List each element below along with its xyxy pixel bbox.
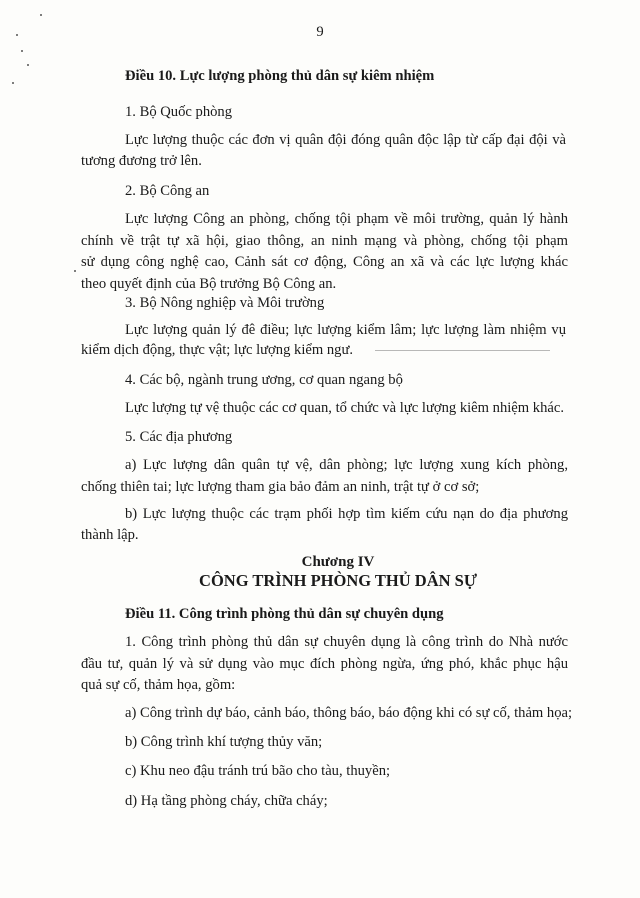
scan-speck [40, 14, 42, 16]
article-10-item-1-label: 1. Bộ Quốc phòng [125, 104, 233, 120]
article-10-item-2-label: 2. Bộ Công an [125, 183, 210, 199]
paragraph-line: chống thiên tai; lực lượng tham gia bảo đảm an ninh, trật tự ở cơ sở; [81, 479, 480, 495]
scan-smudge [375, 350, 550, 351]
paragraph-line: 1. Công trình phòng thủ dân sự chuyên dụng là công trình do Nhà nước [125, 634, 568, 650]
article-10-item-3-label: 3. Bộ Nông nghiệp và Môi trường [125, 295, 325, 311]
paragraph-line: sử dụng công nghệ cao, Cảnh sát cơ động, Công an xã và các lực lượng khác [81, 254, 568, 270]
paragraph-line: Lực lượng tự vệ thuộc các cơ quan, tổ chức và lực lượng kiêm nhiệm khác. [125, 400, 564, 416]
paragraph-line: kiểm dịch động, thực vật; lực lượng kiểm ngư. [81, 342, 354, 358]
scan-speck [21, 50, 23, 52]
article-11-heading: Điều 11. Công trình phòng thủ dân sự chuyên dụng [125, 606, 444, 622]
page-number: 9 [316, 24, 324, 40]
paragraph-line: chính về trật tự xã hội, giao thông, an ninh mạng và phòng, chống tội phạm [81, 233, 568, 249]
article-10-heading: Điều 10. Lực lượng phòng thủ dân sự kiêm nhiệm [125, 68, 435, 84]
paragraph-line: Lực lượng quản lý đê điều; lực lượng kiểm lâm; lực lượng làm nhiệm vụ [125, 322, 566, 338]
article-11-item-c: c) Khu neo đậu tránh trú bão cho tàu, thuyền; [125, 763, 391, 779]
scan-speck [74, 270, 76, 272]
paragraph-line: Lực lượng thuộc các đơn vị quân đội đóng quân độc lập từ cấp đại đội và [125, 132, 566, 148]
paragraph-line: đầu tư, quản lý và sử dụng vào mục đích phòng ngừa, ứng phó, khắc phục hậu [81, 656, 568, 672]
paragraph-line: Lực lượng Công an phòng, chống tội phạm về môi trường, quản lý hành [125, 211, 568, 227]
scan-speck [27, 64, 29, 66]
scan-speck [12, 82, 14, 84]
paragraph-line: b) Lực lượng thuộc các trạm phối hợp tìm kiếm cứu nạn do địa phương [125, 506, 568, 522]
article-11-item-a: a) Công trình dự báo, cảnh báo, thông báo, báo động khi có sự cố, thảm họa; [125, 705, 573, 721]
article-10-item-4-label: 4. Các bộ, ngành trung ương, cơ quan ngang bộ [125, 372, 403, 388]
paragraph-line: theo quyết định của Bộ trưởng Bộ Công an. [81, 276, 337, 292]
article-10-item-5-label: 5. Các địa phương [125, 429, 233, 445]
chapter-title: CÔNG TRÌNH PHÒNG THỦ DÂN SỰ [199, 571, 477, 590]
article-11-item-d: d) Hạ tầng phòng cháy, chữa cháy; [125, 793, 328, 809]
paragraph-line: a) Lực lượng dân quân tự vệ, dân phòng; lực lượng xung kích phòng, [125, 457, 568, 473]
paragraph-line: quả sự cố, thảm họa, gồm: [81, 677, 236, 693]
paragraph-line: thành lập. [81, 527, 139, 543]
paragraph-line: tương đương trở lên. [81, 153, 202, 169]
chapter-number: Chương IV [301, 554, 375, 570]
article-11-item-b: b) Công trình khí tượng thủy văn; [125, 734, 323, 750]
